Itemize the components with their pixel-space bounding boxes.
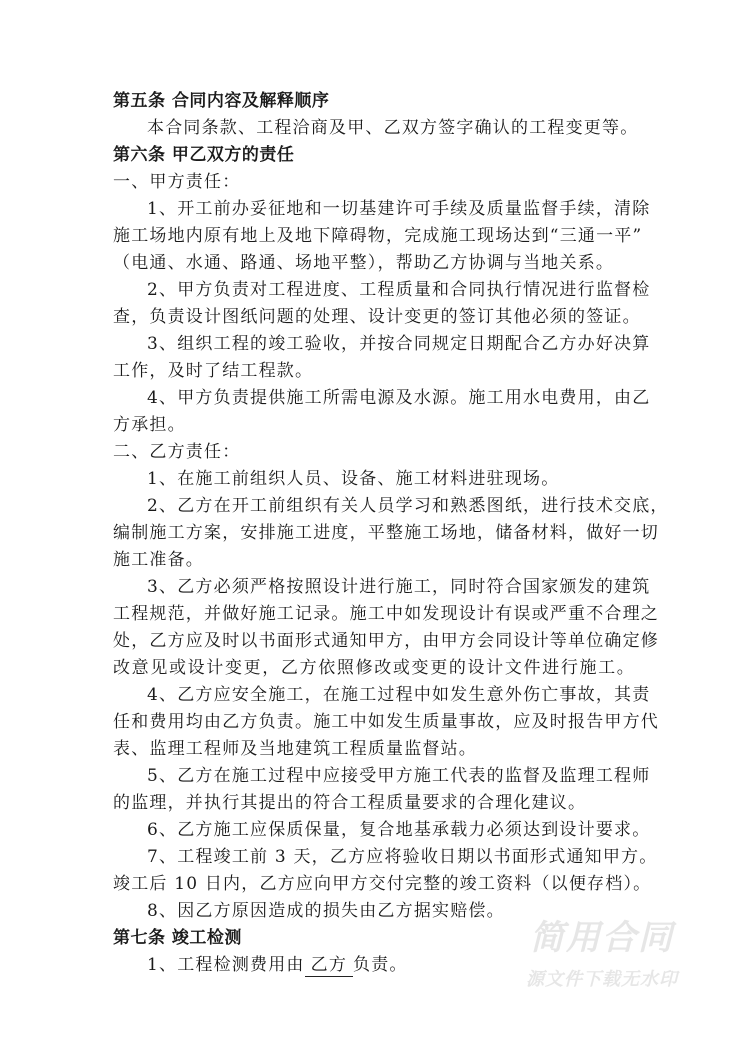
item-1-suffix: 负责。 — [353, 955, 408, 975]
watermark-main: 简用合同 — [530, 918, 674, 958]
clause-line: 竣工后 10 日内，乙方应向甲方交付完整的竣工资料（以便存档）。 — [113, 874, 652, 894]
watermark-sub: 源文件下载无水印 — [526, 969, 678, 990]
clause-line: 任和费用均由乙方负责。施工中如发生质量事故，应及时报告甲方代 — [113, 712, 659, 732]
clause-line: 2、甲方负责对工程进度、工程质量和合同执行情况进行监督检 — [147, 280, 651, 300]
article-5-heading: 第五条 合同内容及解释顺序 — [113, 91, 330, 111]
clause-line: （电通、水通、路通、场地平整），帮助乙方协调与当地关系。 — [113, 253, 615, 273]
party-b-clauses — [113, 466, 669, 925]
clause-line: 3、乙方必须严格按照设计进行施工，同时符合国家颁发的建筑 — [147, 577, 651, 597]
clause-line: 6、乙方施工应保质保量，复合地基承载力必须达到设计要求。 — [147, 820, 651, 840]
clause-line: 处，乙方应及时以书面形式通知甲方，由甲方会同设计等单位确定修 — [113, 631, 659, 651]
clause-line: 的监理，并执行其提出的符合工程质量要求的合理化建议。 — [113, 793, 587, 813]
clause-line: 工程规范，并做好施工记录。施工中如发现设计有误或严重不合理之 — [113, 604, 659, 624]
clause-line: 7、工程竣工前 3 天，乙方应将验收日期以书面形式通知甲方。 — [147, 847, 658, 867]
clause-line: 工作，及时了结工程款。 — [113, 361, 314, 381]
clause-line: 1、在施工前组织人员、设备、施工材料进驻现场。 — [147, 469, 560, 489]
clause-line: 方承担。 — [113, 415, 186, 435]
clause-line: 编制施工方案，安排施工进度，平整施工场地，储备材料，做好一切 — [113, 523, 659, 543]
party-a-title: 一、甲方责任： — [113, 172, 241, 192]
clause-line: 3、组织工程的竣工验收，并按合同规定日期配合乙方办好决算 — [147, 334, 651, 354]
clause-line: 1、开工前办妥征地和一切基建许可手续及质量监督手续，清除 — [147, 199, 651, 219]
fill-in-blank: 乙方 — [305, 954, 353, 977]
clause-line: 表、监理工程师及当地建筑工程质量监督站。 — [113, 739, 477, 759]
party-b-title: 二、乙方责任： — [113, 442, 241, 462]
clause-line: 施工场地内原有地上及地下障碍物，完成施工现场达到“三通一平” — [113, 226, 643, 246]
clause-line: 改意见或设计变更，乙方依照修改或变更的设计文件进行施工。 — [113, 658, 635, 678]
clause-line: 5、乙方在施工过程中应接受甲方施工代表的监督及监理工程师 — [147, 766, 651, 786]
contract-page — [113, 88, 669, 979]
article-7-heading: 第七条 竣工检测 — [113, 928, 242, 948]
article-6-heading: 第六条 甲乙双方的责任 — [113, 145, 295, 165]
party-a-clauses — [113, 196, 651, 439]
clause-line: 4、甲方负责提供施工所需电源及水源。施工用水电费用，由乙 — [147, 388, 651, 408]
watermark — [512, 918, 692, 992]
clause-line: 4、乙方应安全施工，在施工过程中如发生意外伤亡事故，其责 — [147, 685, 651, 705]
article-5-body: 本合同条款、工程洽商及甲、乙双方签字确认的工程变更等。 — [147, 118, 639, 138]
clause-line: 2、乙方在开工前组织有关人员学习和熟悉图纸，进行技术交底， — [147, 496, 669, 516]
clause-line: 8、因乙方原因造成的损失由乙方据实赔偿。 — [147, 901, 505, 921]
item-1-prefix: 1、工程检测费用由 — [147, 955, 305, 975]
clause-line: 施工准备。 — [113, 550, 204, 570]
clause-line: 查，负责设计图纸问题的处理、设计变更的签订其他必须的签证。 — [113, 307, 641, 327]
